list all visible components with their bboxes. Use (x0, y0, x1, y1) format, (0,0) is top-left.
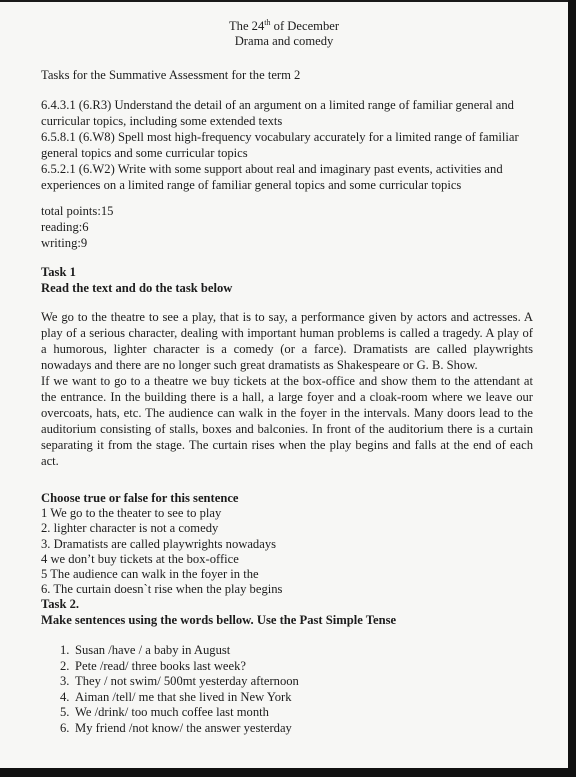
sentence-item (60, 674, 480, 690)
sentence-item (60, 721, 480, 737)
true-false-item: 5 The audience can walk in the foyer in the (41, 567, 259, 582)
writing-points: writing:9 (41, 236, 88, 250)
date-month: of December (270, 19, 340, 33)
date-superscript: th (264, 17, 271, 27)
task2-instruction: Make sentences using the words bellow. Use the Past Simple Tense (41, 612, 397, 627)
sentence-text: My friend /not know/ the answer yesterday (75, 720, 292, 735)
true-false-heading: Choose true or false for this sentence (41, 491, 239, 505)
total-points: total points:15 (41, 204, 114, 218)
sentence-number: 1. (60, 643, 70, 657)
sentence-item (60, 705, 480, 721)
sentence-number: 4. (60, 689, 70, 704)
page-bottom-edge (0, 768, 576, 777)
true-false-item: 2. lighter character is not a comedy (41, 521, 219, 536)
true-false-section (41, 491, 511, 628)
reading-paragraph: We go to the theatre to see a play, that is to say, a performance given by actors and actresses. A play of a serious character, dealing with important human problems is called a tragedy. A play of a humorous, lighter character is a comedy (or a farce). Dramatists are called playwrights nowadays and there are no longer such great dramatists as Shakespeare or G. B. Show. (41, 310, 533, 372)
sentence-item (60, 643, 480, 659)
sentence-text: Susan /have / a baby in August (75, 643, 231, 657)
sentence-number: 5. (60, 705, 70, 720)
sentence-item (60, 690, 480, 706)
date-line (0, 19, 568, 34)
sentence-number: 6. (60, 720, 70, 735)
sentence-text: They / not swim/ 500mt yesterday afternoon (75, 674, 299, 689)
sentence-text: We /drink/ too much coffee last month (75, 705, 269, 720)
sentence-text: Pete /read/ three books last week? (75, 658, 246, 673)
date-text: The 24 (228, 19, 265, 33)
true-false-item: 4 we don’t buy tickets at the box-office (41, 551, 239, 566)
objective-item: 6.5.8.1 (6.W8) Spell most high-frequency vocabulary accurately for a limited range of familiar general topics and some curricular topics (41, 130, 519, 160)
true-false-item: 3. Dramatists are called playwrights nowadays (41, 536, 277, 551)
objective-item: 6.5.2.1 (6.W2) Write with some support about real and imaginary past events, activities and experiences on a limited range of familiar general topics and some curricular topics (41, 162, 503, 192)
sentence-number: 2. (60, 658, 70, 673)
page-right-edge (568, 0, 576, 777)
task1-header (41, 264, 533, 296)
objective-item: 6.4.3.1 (6.R3) Understand the detail of an argument on a limited range of familiar general and curricular topics, including some extended texts (41, 98, 514, 128)
task1-instruction: Read the text and do the task below (41, 281, 233, 295)
document-page (0, 2, 568, 768)
true-false-item: 6. The curtain doesn`t rise when the play begins (41, 582, 283, 597)
reading-points: reading:6 (41, 220, 89, 234)
page-header (0, 19, 568, 49)
task1-heading: Task 1 (41, 265, 76, 279)
topic-title: Drama and comedy (234, 34, 334, 48)
reading-paragraph: If we want to go to a theatre we buy tickets at the box-office and show them to the attendant at the entrance. In the building there is a hall, a large foyer and a cloak-room where we leave our overcoats, hats, etc. The audience can walk in the foyer in the intervals. Many doors lead to the auditorium consisting of stalls, boxes and balconies. In front of the auditorium there is a curtain separating it from the stage. The curtain rises when the play begins and falls at the end of each act. (41, 374, 533, 468)
intro-line: Tasks for the Summative Assessment for the term 2 (41, 68, 301, 82)
sentence-text: Aiman /tell/ me that she lived in New York (75, 689, 292, 704)
true-false-item: 1 We go to the theater to see to play (41, 506, 222, 521)
sentence-item (60, 659, 480, 675)
task1-text (41, 309, 533, 469)
objectives-list (41, 97, 533, 193)
points-summary (41, 203, 533, 251)
task2-sentence-list (60, 643, 480, 737)
task2-heading: Task 2. (41, 597, 80, 612)
sentence-number: 3. (60, 674, 70, 689)
